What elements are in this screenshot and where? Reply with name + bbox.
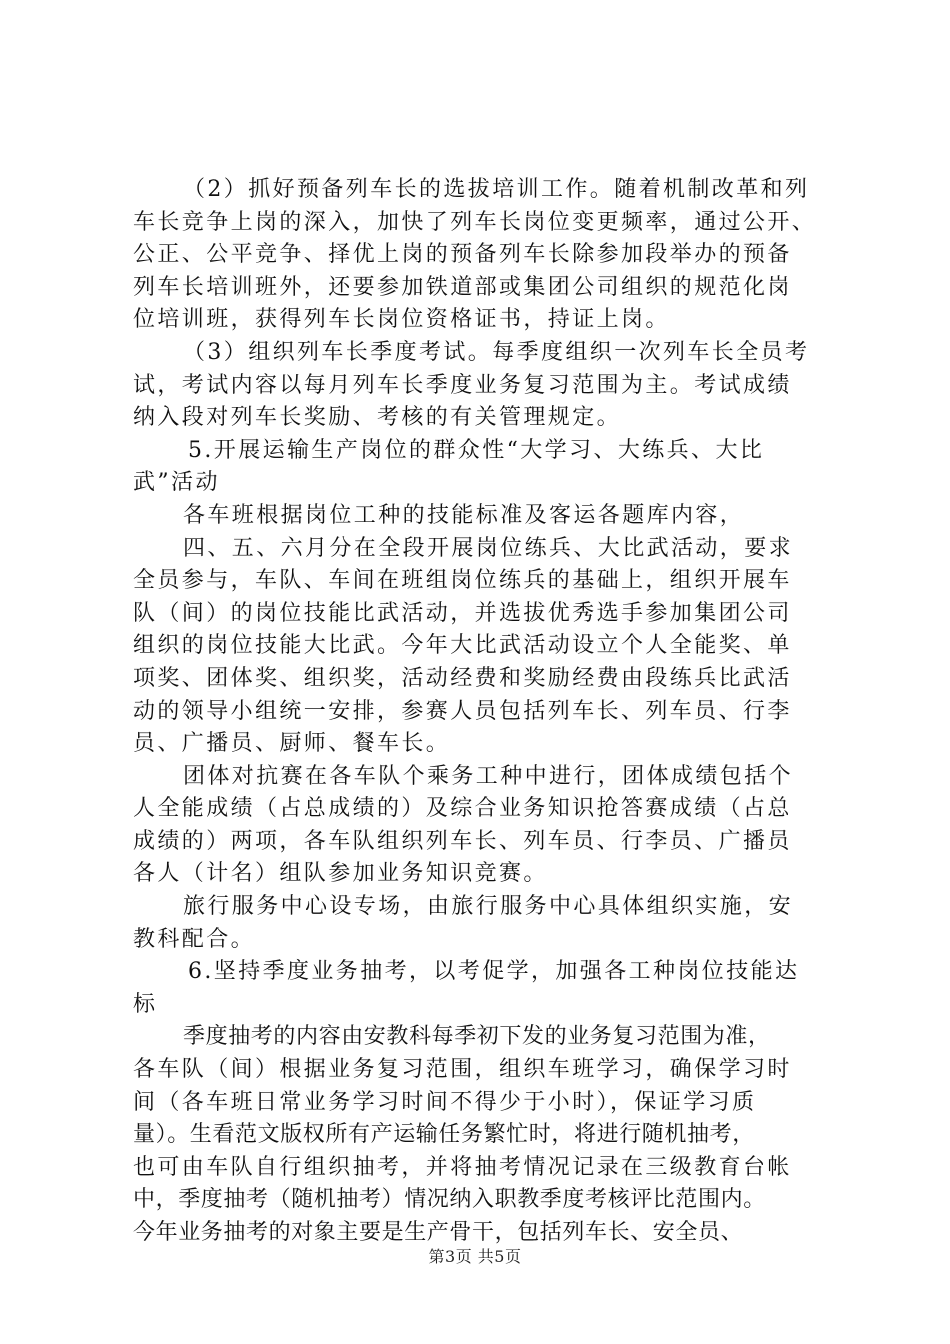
page-number-footer: 第3页 共5页	[428, 1247, 522, 1266]
paragraph-line: （3）组织列车长季度考试。每季度组织一次列车长全员考	[183, 339, 810, 365]
paragraph-line: 中，季度抽考（随机抽考）情况纳入职教季度考核评比范围内。	[133, 1187, 766, 1213]
paragraph-line: 也可由车队自行组织抽考，并将抽考情况记录在三级教育台帐	[133, 1154, 792, 1180]
paragraph-line: 公正、公平竞争、择优上岗的预备列车长除参加段举办的预备	[133, 242, 792, 268]
paragraph-line: 列车长培训班外，还要参加铁道部或集团公司组织的规范化岗	[133, 274, 792, 300]
paragraph-line: 全员参与，车队、车间在班组岗位练兵的基础上，组织开展车	[133, 568, 792, 594]
paragraph-line: 今年业务抽考的对象主要是生产骨干，包括列车长、安全员、	[133, 1220, 744, 1245]
paragraph-line: 组织的岗位技能大比武。今年大比武活动设立个人全能奖、单	[133, 633, 792, 659]
paragraph-line: 间（各车班日常业务学习时间不得少于小时），保证学习质	[133, 1089, 757, 1115]
paragraph-line: 各人（计名）组队参加业务知识竞赛。	[133, 861, 548, 887]
paragraph-line: 动的领导小组统一安排，参赛人员包括列车长、列车员、行李	[133, 698, 792, 724]
paragraph-line: 项奖、团体奖、组织奖，活动经费和奖励经费由段练兵比武活	[133, 665, 792, 691]
paragraph-line: 成绩的）两项，各车队组织列车长、列车员、行李员、广播员	[133, 828, 792, 854]
paragraph-line: 旅行服务中心设专场，由旅行服务中心具体组织实施，安	[183, 894, 794, 920]
paragraph-line: 团体对抗赛在各车队个乘务工种中进行，团体成绩包括个	[183, 763, 794, 789]
paragraph-line: 车长竞争上岗的深入，加快了列车长岗位变更频率，通过公开、	[133, 209, 817, 235]
paragraph-line: 试，考试内容以每月列车长季度业务复习范围为主。考试成绩	[133, 372, 792, 398]
paragraph-line: 位培训班，获得列车长岗位资格证书，持证上岗。	[133, 307, 670, 333]
paragraph-line: 季度抽考的内容由安教科每季初下发的业务复习范围为准，	[183, 1024, 771, 1050]
section-heading-line: 标	[133, 991, 158, 1017]
paragraph-line: 各车队（间）根据业务复习范围，组织车班学习，确保学习时	[133, 1057, 792, 1083]
section-heading-line: 6.坚持季度业务抽考，以考促学，加强各工种岗位技能达	[188, 959, 800, 985]
paragraph-line: 纳入段对列车长奖励、考核的有关管理规定。	[133, 405, 622, 431]
document-body	[133, 174, 827, 1250]
paragraph-line: 教科配合。	[133, 926, 256, 952]
paragraph-line: 员、广播员、厨师、餐车长。	[133, 731, 451, 757]
paragraph-line: 量）。生看范文版权所有产运输任务繁忙时，将进行随机抽考，	[133, 1122, 755, 1148]
paragraph-line: 四、五、六月分在全段开展岗位练兵、大比武活动，要求	[183, 535, 794, 561]
section-heading-line: 5.开展运输生产岗位的群众性“大学习、大练兵、大比	[188, 437, 765, 463]
paragraph-line: 各车班根据岗位工种的技能标准及客运各题库内容，	[183, 502, 745, 528]
paragraph-line: 人全能成绩（占总成绩的）及综合业务知识抢答赛成绩（占总	[133, 796, 792, 822]
paragraph-line: （2）抓好预备列车长的选拔培训工作。随着机制改革和列	[183, 177, 810, 202]
section-heading-line: 武”活动	[133, 470, 220, 496]
paragraph-line: 队（间）的岗位技能比武活动，并选拔优秀选手参加集团公司	[133, 600, 792, 626]
